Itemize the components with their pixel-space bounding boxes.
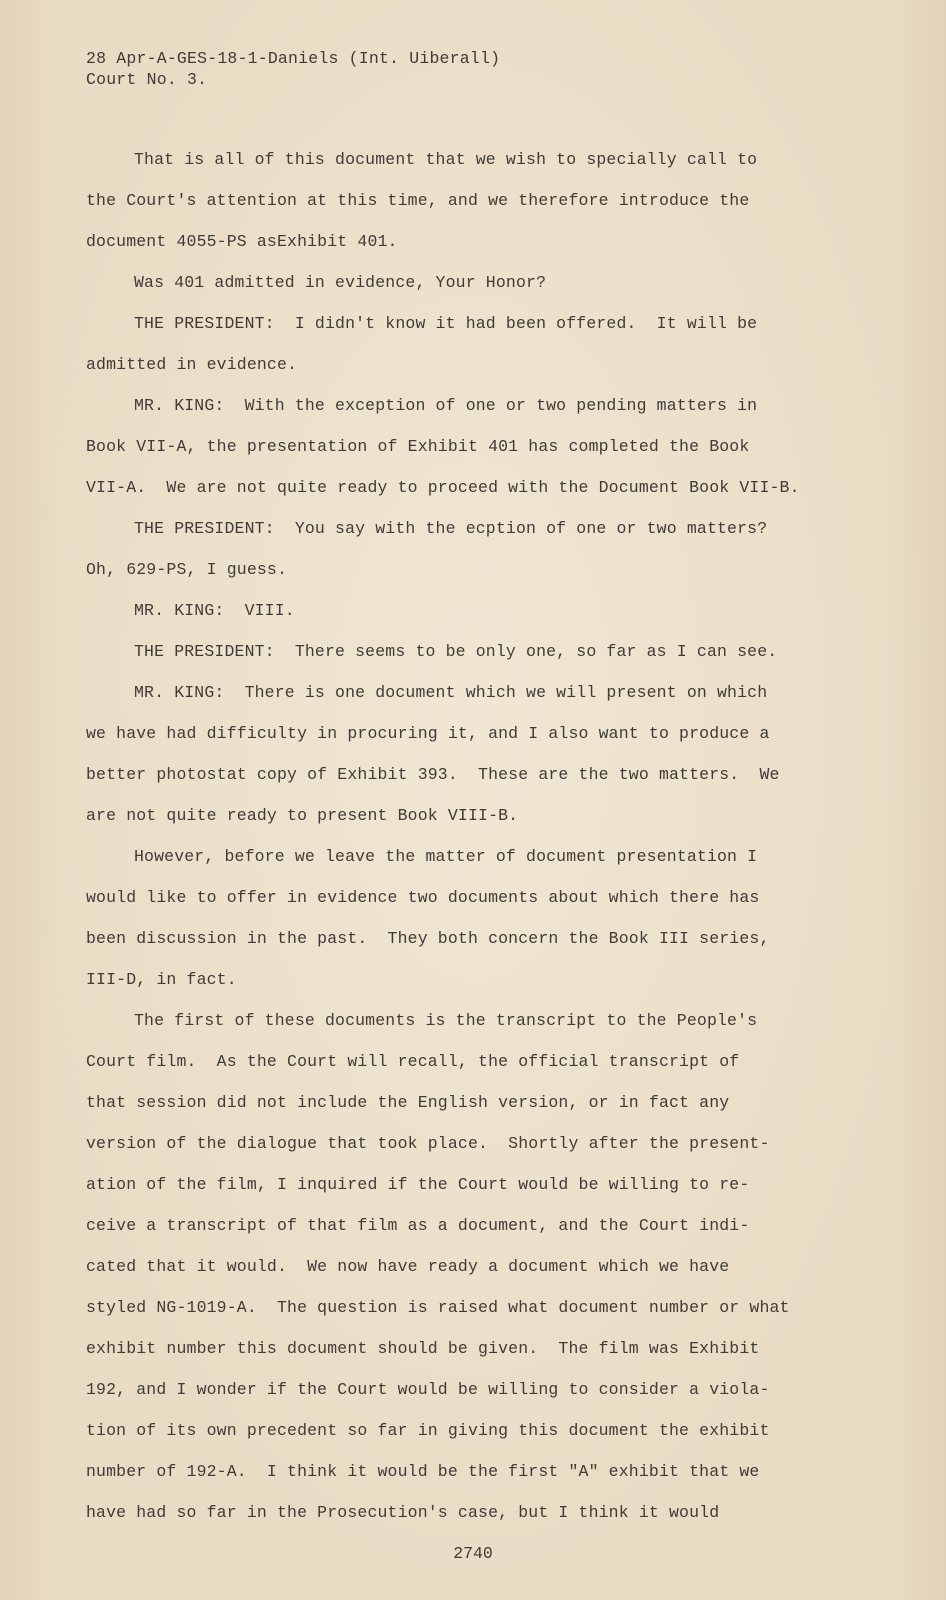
- transcript-line: MR. KING: There is one document which we will present on which: [134, 683, 768, 702]
- transcript-line: The first of these documents is the transcript to the People's: [134, 1011, 758, 1030]
- transcript-line: cated that it would. We now have ready a document which we have: [86, 1257, 730, 1276]
- transcript-line: styled NG-1019-A. The question is raised what document number or what: [86, 1298, 790, 1317]
- transcript-line: are not quite ready to present Book VIII-B.: [86, 806, 519, 825]
- transcript-line: Court film. As the Court will recall, the official transcript of: [86, 1052, 740, 1071]
- transcript-line: version of the dialogue that took place. Shortly after the present-: [86, 1134, 770, 1153]
- header-line-2: Court No. 3.: [86, 70, 208, 89]
- transcript-line: THE PRESIDENT: You say with the ecption of one or two matters?: [134, 519, 768, 538]
- transcript-line: However, before we leave the matter of document presentation I: [134, 847, 758, 866]
- transcript-line: would like to offer in evidence two documents about which there has: [86, 888, 760, 907]
- transcript-line: ation of the film, I inquired if the Court would be willing to re-: [86, 1175, 750, 1194]
- transcript-line: that session did not include the English version, or in fact any: [86, 1093, 730, 1112]
- transcript-line: number of 192-A. I think it would be the first "A" exhibit that we: [86, 1462, 760, 1481]
- transcript-line: THE PRESIDENT: I didn't know it had been offered. It will be: [134, 314, 758, 333]
- transcript-line: Oh, 629-PS, I guess.: [86, 560, 288, 579]
- transcript-line: tion of its own precedent so far in giving this document the exhibit: [86, 1421, 770, 1440]
- transcript-line: exhibit number this document should be given. The film was Exhibit: [86, 1339, 760, 1358]
- transcript-line: the Court's attention at this time, and we therefore introduce the: [86, 191, 750, 210]
- transcript-line: been discussion in the past. They both concern the Book III series,: [86, 929, 770, 948]
- transcript-body: [86, 150, 826, 1544]
- page-number: 2740: [453, 1544, 493, 1563]
- transcript-line: have had so far in the Prosecution's case, but I think it would: [86, 1503, 720, 1522]
- transcript-line: VII-A. We are not quite ready to proceed with the Document Book VII-B.: [86, 478, 800, 497]
- transcript-line: 192, and I wonder if the Court would be willing to consider a viola-: [86, 1380, 770, 1399]
- transcript-line: III-D, in fact.: [86, 970, 237, 989]
- transcript-line: MR. KING: VIII.: [134, 601, 295, 620]
- transcript-line: document 4055-PS asExhibit 401.: [86, 232, 398, 251]
- transcript-line: Book VII-A, the presentation of Exhibit 401 has completed the Book: [86, 437, 750, 456]
- transcript-line: MR. KING: With the exception of one or two pending matters in: [134, 396, 758, 415]
- header-line-1: 28 Apr-A-GES-18-1-Daniels (Int. Uiberall): [86, 49, 501, 68]
- document-header: [86, 48, 500, 90]
- transcript-line: That is all of this document that we wish to specially call to: [134, 150, 758, 169]
- transcript-line: we have had difficulty in procuring it, and I also want to produce a: [86, 724, 770, 743]
- transcript-line: ceive a transcript of that film as a document, and the Court indi-: [86, 1216, 750, 1235]
- transcript-line: THE PRESIDENT: There seems to be only one, so far as I can see.: [134, 642, 778, 661]
- transcript-line: Was 401 admitted in evidence, Your Honor?: [134, 273, 547, 292]
- transcript-line: better photostat copy of Exhibit 393. These are the two matters. We: [86, 765, 780, 784]
- transcript-line: admitted in evidence.: [86, 355, 298, 374]
